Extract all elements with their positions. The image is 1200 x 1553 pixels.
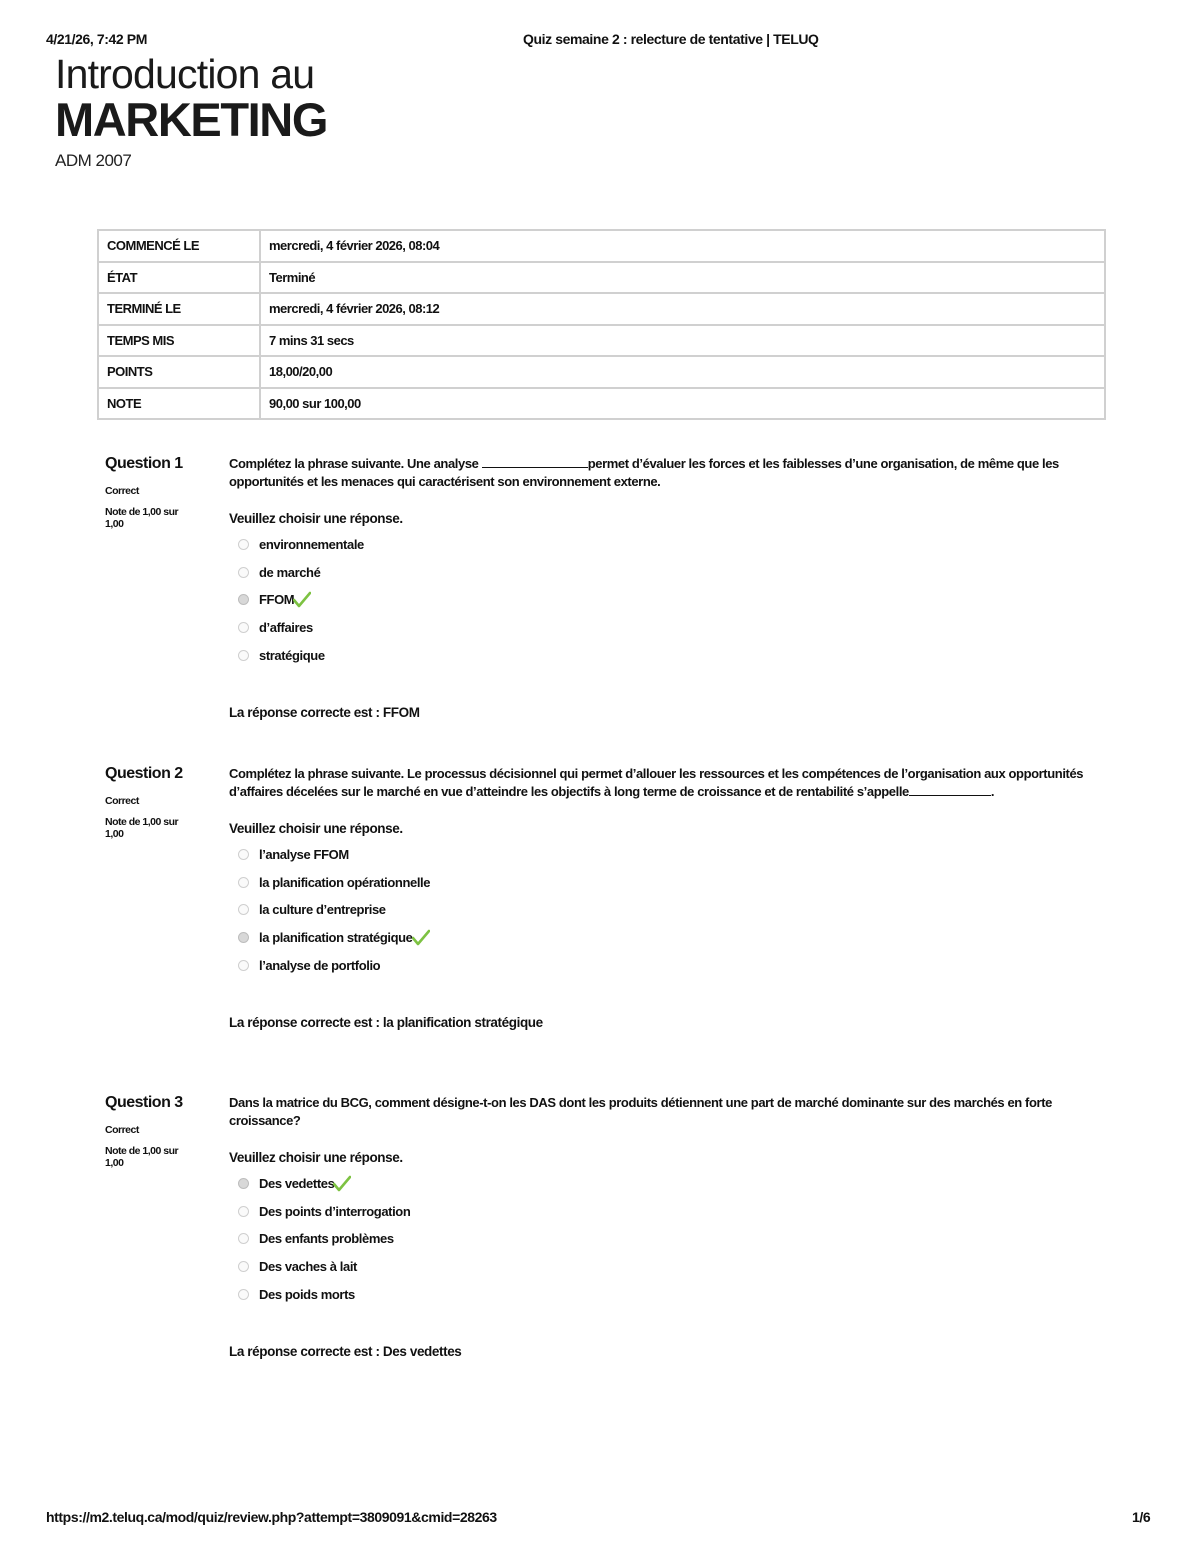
radio-button[interactable] [238, 539, 249, 550]
option-label: d’affaires [259, 620, 313, 636]
summary-value: 18,00/20,00 [260, 356, 1105, 388]
radio-button[interactable] [238, 1289, 249, 1300]
summary-row-state [98, 262, 1105, 294]
summary-label: POINTS [98, 356, 260, 388]
answer-options [238, 1170, 1091, 1308]
option-label: l’analyse FFOM [259, 847, 349, 863]
course-logo [55, 52, 327, 144]
logo-line-2: MARKETING [55, 93, 327, 146]
question-state: Correct [105, 1124, 139, 1136]
radio-button[interactable] [238, 904, 249, 915]
option-label: stratégique [259, 647, 325, 663]
option-label: Des poids morts [259, 1286, 355, 1302]
radio-button[interactable] [238, 960, 249, 971]
radio-button-selected[interactable] [238, 594, 249, 605]
answer-option[interactable] [238, 896, 1091, 924]
option-label: la culture d’entreprise [259, 902, 386, 918]
question-grade: Note de 1,00 sur 1,00 [105, 506, 179, 530]
correct-answer-feedback: La réponse correcte est : la planification stratégique [229, 1014, 543, 1030]
answer-option[interactable] [238, 869, 1091, 897]
correct-check-icon [333, 1175, 351, 1193]
print-page-title: Quiz semaine 2 : relecture de tentative | TELUQ [523, 31, 819, 47]
answer-options [238, 841, 1091, 979]
answer-blank [909, 785, 991, 796]
summary-row-time-taken [98, 325, 1105, 357]
summary-value: 7 mins 31 secs [260, 325, 1105, 357]
answer-option-selected[interactable] [238, 924, 1091, 952]
course-code: ADM 2007 [55, 151, 132, 170]
radio-button-selected[interactable] [238, 1178, 249, 1189]
question-number: Question 2 [105, 765, 183, 782]
question-content [229, 765, 1091, 1030]
question-text: Complétez la phrase suivante. Une analyse permet d’évaluer les forces et les faiblesses d’une organisation, de même que les opportunités et les menaces qui caractérisent son environnement externe. [229, 456, 1059, 489]
choose-answer-prompt: Veuillez choisir une réponse. [229, 821, 403, 836]
radio-button[interactable] [238, 1206, 249, 1217]
question-info [105, 1094, 215, 1169]
summary-row-completed [98, 293, 1105, 325]
radio-button[interactable] [238, 849, 249, 860]
option-label: environnementale [259, 537, 364, 553]
answer-options [238, 531, 1091, 669]
attempt-summary-table [97, 229, 1106, 420]
question-number: Question 1 [105, 455, 183, 472]
option-label: l’analyse de portfolio [259, 957, 381, 973]
question-text: Dans la matrice du BCG, comment désigne-t-on les DAS dont les produits détiennent une part de marché dominante sur des marchés en forte croissance? [229, 1095, 1052, 1128]
option-label: Des enfants problèmes [259, 1231, 394, 1247]
summary-row-grade [98, 388, 1105, 420]
summary-label: COMMENCÉ LE [98, 230, 260, 262]
question-number: Question 3 [105, 1094, 183, 1111]
answer-option[interactable] [238, 1253, 1091, 1281]
radio-button[interactable] [238, 567, 249, 578]
answer-blank [482, 457, 588, 468]
print-date: 4/21/26, 7:42 PM [46, 31, 147, 47]
summary-label: TEMPS MIS [98, 325, 260, 357]
option-label: FFOM [259, 592, 295, 608]
summary-row-points [98, 356, 1105, 388]
choose-answer-prompt: Veuillez choisir une réponse. [229, 511, 403, 526]
correct-answer-feedback: La réponse correcte est : FFOM [229, 704, 420, 720]
radio-button-selected[interactable] [238, 932, 249, 943]
summary-value: 90,00 sur 100,00 [260, 388, 1105, 420]
answer-option[interactable] [238, 841, 1091, 869]
option-label: la planification opérationnelle [259, 874, 431, 890]
correct-check-icon [293, 591, 311, 609]
question-grade: Note de 1,00 sur 1,00 [105, 816, 179, 840]
option-label: Des vaches à lait [259, 1259, 357, 1275]
question-state: Correct [105, 485, 139, 497]
summary-label: ÉTAT [98, 262, 260, 294]
question-grade: Note de 1,00 sur 1,00 [105, 1145, 179, 1169]
answer-option[interactable] [238, 951, 1091, 979]
logo-line-1: Introduction au [55, 51, 315, 97]
answer-option[interactable] [238, 1198, 1091, 1226]
summary-label: NOTE [98, 388, 260, 420]
correct-check-icon [412, 929, 430, 947]
answer-option-selected[interactable] [238, 586, 1091, 614]
answer-option[interactable] [238, 559, 1091, 587]
answer-option[interactable] [238, 614, 1091, 642]
answer-option[interactable] [238, 1225, 1091, 1253]
question-text: Complétez la phrase suivante. Le processus décisionnel qui permet d’allouer les ressources et les compétences de l’organisation aux opportunités d’affaires décelées sur le marché en vue d’atteindre les objectifs à long terme de croissance et de rentabilité s’appelle . [229, 766, 1084, 799]
question-info [105, 765, 215, 840]
print-footer-url: https://m2.teluq.ca/mod/quiz/review.php?attempt=3809091&cmid=28263 [46, 1509, 497, 1525]
question-info [105, 455, 215, 530]
answer-option-selected[interactable] [238, 1170, 1091, 1198]
question-content [229, 455, 1091, 720]
answer-option[interactable] [238, 1280, 1091, 1308]
question-content [229, 1094, 1091, 1359]
print-page-number: 1/6 [1132, 1509, 1151, 1525]
summary-label: TERMINÉ LE [98, 293, 260, 325]
radio-button[interactable] [238, 877, 249, 888]
radio-button[interactable] [238, 650, 249, 661]
answer-option[interactable] [238, 641, 1091, 669]
summary-value: Terminé [260, 262, 1105, 294]
summary-row-started [98, 230, 1105, 262]
option-label: de marché [259, 564, 321, 580]
radio-button[interactable] [238, 622, 249, 633]
option-label: Des points d’interrogation [259, 1203, 411, 1219]
question-state: Correct [105, 795, 139, 807]
option-label: la planification stratégique [259, 930, 413, 946]
answer-option[interactable] [238, 531, 1091, 559]
choose-answer-prompt: Veuillez choisir une réponse. [229, 1150, 403, 1165]
radio-button[interactable] [238, 1261, 249, 1272]
correct-answer-feedback: La réponse correcte est : Des vedettes [229, 1343, 462, 1359]
radio-button[interactable] [238, 1233, 249, 1244]
summary-value: mercredi, 4 février 2026, 08:12 [260, 293, 1105, 325]
summary-value: mercredi, 4 février 2026, 08:04 [260, 230, 1105, 262]
option-label: Des vedettes [259, 1176, 335, 1192]
